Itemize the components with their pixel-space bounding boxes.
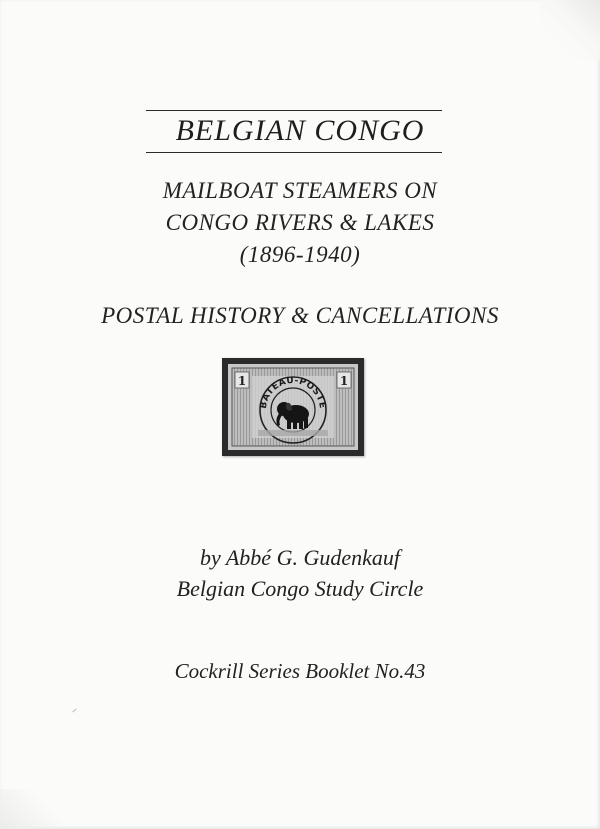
organization-line: Belgian Congo Study Circle (176, 576, 424, 601)
subtitle-date-range: (1896-1940) (239, 242, 361, 267)
title-rule-bottom (146, 152, 442, 153)
series-line: Cockrill Series Booklet No.43 (174, 659, 426, 683)
title-rule-top (146, 110, 442, 111)
postmark-text: BATEAU-POSTE (258, 375, 328, 410)
stamp-image (222, 358, 364, 456)
author-line: by Abbé G. Gudenkauf (200, 545, 400, 570)
stamp-value-right: 1 (339, 374, 349, 388)
stamp-value-left: 1 (237, 374, 247, 388)
paper-mark (72, 709, 76, 713)
page-corner-shadow (0, 789, 80, 829)
subtitle-line-2: CONGO RIVERS & LAKES (165, 210, 435, 235)
elephant-stamp-icon (228, 364, 358, 450)
subtitle-line-1: MAILBOAT STEAMERS ON (162, 178, 438, 203)
cover-title: BELGIAN CONGO (175, 114, 425, 147)
subtitle-postal-history: POSTAL HISTORY & CANCELLATIONS (101, 303, 499, 328)
page-corner-shadow (540, 0, 600, 60)
